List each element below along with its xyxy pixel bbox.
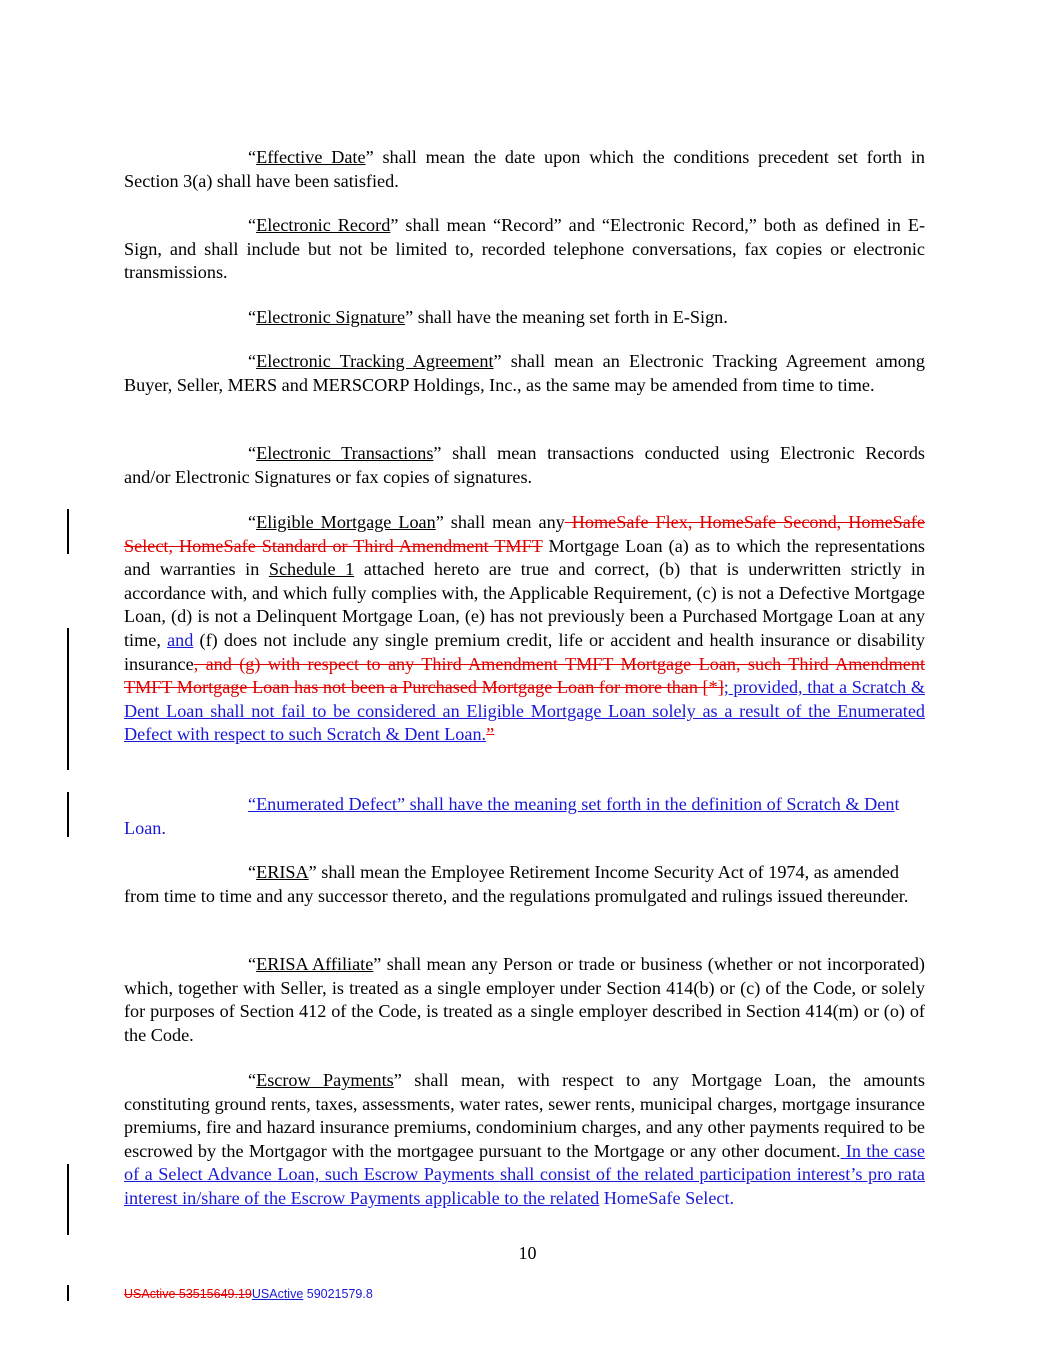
definition-effective-date: “Effective Date” shall mean the date upon which the conditions precedent set forth in Section 3(a) shall have been satisfied. [124, 147, 926, 191]
change-bar [67, 1285, 69, 1301]
change-bar [67, 628, 69, 770]
schedule-reference: Schedule 1 [268, 559, 355, 580]
definition-electronic-tracking-agreement: “Electronic Tracking Agreement” shall mean an Electronic Tracking Agreement among Buyer, Seller, MERS and MERSCORP Holdings, Inc., as the same may be amended from time to time. [124, 351, 925, 395]
inserted-text: In the case of a Select Advance Loan, such Escrow Payments shall consist of the related participation interest’s pro rata interest in/share of the Escrow Payments applicable to the related [124, 1140, 925, 1208]
term: Escrow Payments [256, 1070, 394, 1090]
change-bar [67, 792, 69, 837]
term: Electronic Tracking Agreement [256, 351, 494, 371]
change-bar [67, 509, 69, 554]
term: ERISA Affiliate [256, 954, 374, 974]
definition-electronic-record: “Electronic Record” shall mean “Record” and “Electronic Record,” both as defined in E-Sign, and shall include but not be limited to, recorded telephone conversations, fax copies or electronic transmissions. [124, 215, 925, 283]
inserted-text: and [167, 629, 194, 650]
document-footer: USActive 53515649.19USActive 59021579.8 [124, 1287, 373, 1301]
definition-erisa: “ERISA” shall mean the Employee Retirement Income Security Act of 1974, as amended from time to time and any successor thereto, and the regulations promulgated and rulings issued thereunder. [124, 862, 909, 906]
deleted-doc-id: USActive 53515649.19 [124, 1287, 252, 1301]
definition-enumerated-defect: “Enumerated Defect” shall have the meaning set forth in the definition of Scratch & Dent Loan. [124, 794, 900, 838]
deleted-text: HomeSafe Flex, HomeSafe Second, HomeSafe Select, HomeSafe Standard or Third Amendment TMFT [124, 512, 925, 556]
definition-electronic-transactions: “Electronic Transactions” shall mean transactions conducted using Electronic Records and/or Electronic Signatures or fax copies of signatures. [124, 443, 925, 487]
term: Electronic Record [256, 215, 391, 235]
definition-eligible-mortgage-loan: “Eligible Mortgage Loan” shall mean any HomeSafe Flex, HomeSafe Second, HomeSafe Select, HomeSafe Standard or Third Amendment TMFT Mortgage Loan (a) as to which the representations and warranties in Schedule 1 attached hereto are true and correct, (b) that is underwritten strictly in accordance with, and which fully complies with, the Applicable Requirement, (c) is not a Defective Mortgage Loan, (d) is not a Delinquent Mortgage Loan, (e) has not previously been a Purchased Mortgage Loan at any time, and (f) does not include any single premium credit, life or accident and health insurance or disability insurance, and (g) with respect to any Third Amendment TMFT Mortgage Loan, such Third Amendment TMFT Mortgage Loan has not been a Purchased Mortgage Loan for more than [*]; provided, that a Scratch & Dent Loan shall not fail to be considered an Eligible Mortgage Loan solely as a result of the Enumerated Defect with respect to such Scratch & Dent Loan.” [124, 512, 926, 745]
definition-erisa-affiliate: “ERISA Affiliate” shall mean any Person or trade or business (whether or not incorporated) which, together with Seller, is treated as a single employer under Section 414(b) or (c) of the Code, or solely for purposes of Section 412 of the Code, is treated as a single employer described in Section 414(m) or (o) of the Code. [124, 954, 925, 1045]
term: ERISA [256, 862, 309, 882]
definition-escrow-payments: “Escrow Payments” shall mean, with respect to any Mortgage Loan, the amounts constituting ground rents, taxes, assessments, water rates, sewer rents, municipal charges, mortgage insurance premiums, fire and hazard insurance premiums, condominium charges, and any other payments required to be escrowed by the Mortgagor with the mortgagee pursuant to the Mortgage or any other document. In the case of a Select Advance Loan, such Escrow Payments shall consist of the related participation interest’s pro rata interest in/share of the Escrow Payments applicable to the related HomeSafe Select. [124, 1070, 925, 1208]
deleted-text: , and (g) with respect to any Third Amendment TMFT Mortgage Loan, such Third Amendment TMFT Mortgage Loan has not been a Purchased Mortgage Loan for more than [*] [124, 653, 925, 698]
page-number: 10 [518, 1243, 537, 1263]
inserted-text: “Enumerated Defect” shall have the meaning set forth in the definition of Scratch & Den [248, 794, 895, 814]
inserted-doc-id: USActive [251, 1287, 304, 1301]
change-bar [67, 1164, 69, 1235]
inserted-text: ; provided, that a Scratch & Dent Loan shall not fail to be considered an Eligible Mortgage Loan solely as a result of the Enumerated Defect with respect to such Scratch & Dent Loan. [124, 677, 925, 745]
definition-electronic-signature: “Electronic Signature” shall have the meaning set forth in E-Sign. [248, 307, 728, 327]
term: Electronic Transactions [256, 443, 434, 463]
deleted-text: ” [486, 724, 495, 745]
term: Electronic Signature [256, 307, 406, 327]
term: Eligible Mortgage Loan [256, 512, 436, 532]
term: Effective Date [256, 147, 366, 167]
